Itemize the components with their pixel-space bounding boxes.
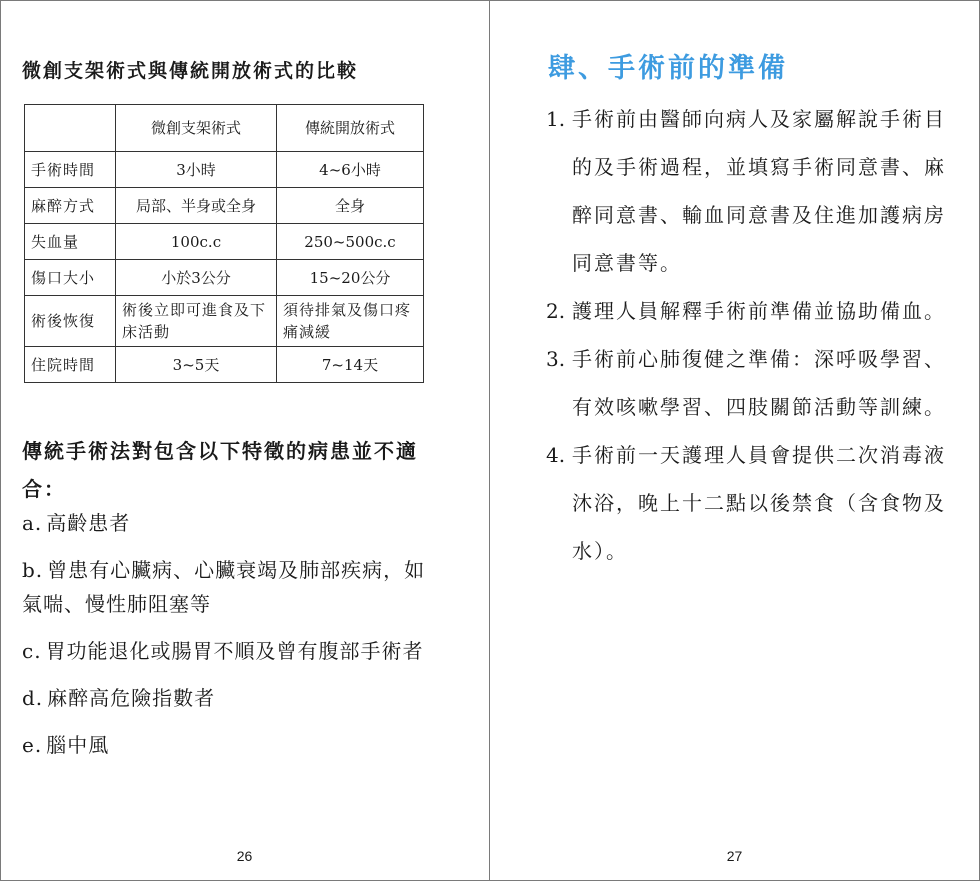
list-item-text: 護理人員解釋手術前準備並協助備血。 (572, 299, 946, 323)
list-item-text: 手術前由醫師向病人及家屬解說手術目的及手術過程，並填寫手術同意書、麻醉同意書、輸血同意書及住進加護病房同意書等。 (572, 107, 946, 275)
preparation-list (546, 95, 956, 575)
table-cell: 250~500c.c (277, 224, 424, 260)
table-cell: 4~6小時 (277, 152, 424, 188)
table-cell: 局部、半身或全身 (116, 188, 277, 224)
table-row (25, 260, 424, 296)
table-row-header: 失血量 (25, 224, 116, 260)
list-item (22, 506, 442, 540)
list-item (22, 634, 442, 668)
table-row (25, 224, 424, 260)
table-cell: 須待排氣及傷口疼痛減緩 (277, 296, 424, 347)
right-page (490, 0, 979, 880)
list-item-text: 高齡患者 (46, 511, 131, 535)
table-row-header: 手術時間 (25, 152, 116, 188)
list-item-text: 曾患有心臟病、心臟衰竭及肺部疾病，如氣喘、慢性肺阻塞等 (22, 558, 426, 616)
list-marker: a. (22, 511, 43, 535)
list-item-text: 手術前一天護理人員會提供二次消毒液沐浴，晚上十二點以後禁食（含食物及水）。 (572, 443, 946, 563)
list-number: 3. (546, 347, 566, 371)
list-number: 2. (546, 299, 566, 323)
page-number: 26 (236, 848, 253, 864)
table-row (25, 188, 424, 224)
table-cell: 小於3公分 (116, 260, 277, 296)
unsuitable-list (22, 506, 442, 775)
list-item (22, 553, 442, 621)
list-item-text: 腦中風 (46, 733, 110, 757)
list-marker: e. (22, 733, 43, 757)
left-page (0, 0, 489, 880)
list-item-text: 麻醉高危險指數者 (47, 686, 216, 710)
list-item (546, 335, 956, 431)
page-number: 27 (726, 848, 743, 864)
list-marker: d. (22, 686, 44, 710)
table-cell: 3小時 (116, 152, 277, 188)
list-item (22, 681, 442, 715)
list-item (546, 95, 956, 287)
list-item (546, 431, 956, 575)
table-cell: 15~20公分 (277, 260, 424, 296)
list-item-text: 手術前心肺復健之準備：深呼吸學習、有效咳嗽學習、四肢關節活動等訓練。 (572, 347, 946, 419)
table-row (25, 296, 424, 347)
table-row-header: 術後恢復 (25, 296, 116, 347)
table-row (25, 152, 424, 188)
table-row-header: 住院時間 (25, 347, 116, 383)
table-cell: 7~14天 (277, 347, 424, 383)
table-cell: 術後立即可進食及下床活動 (116, 296, 277, 347)
comparison-table (24, 104, 424, 383)
list-number: 1. (546, 107, 566, 131)
list-item (22, 728, 442, 762)
section-title: 肆、手術前的準備 (548, 53, 788, 84)
list-marker: c. (22, 639, 42, 663)
table-header-cell: 傳統開放術式 (277, 105, 424, 152)
list-marker: b. (22, 558, 44, 582)
table-cell: 3~5天 (116, 347, 277, 383)
table-cell: 100c.c (116, 224, 277, 260)
list-item (546, 287, 956, 335)
list-item-text: 胃功能退化或腸胃不順及曾有腹部手術者 (45, 639, 424, 663)
table-row-header: 麻醉方式 (25, 188, 116, 224)
list-number: 4. (546, 443, 566, 467)
table-row (25, 347, 424, 383)
table-header-cell (25, 105, 116, 152)
table-row-header: 傷口大小 (25, 260, 116, 296)
table-header-cell: 微創支架術式 (116, 105, 277, 152)
unsuitable-heading: 傳統手術法對包含以下特徵的病患並不適合： (22, 439, 418, 501)
table-header-row (25, 105, 424, 152)
table-cell: 全身 (277, 188, 424, 224)
comparison-table-title: 微創支架術式與傳統開放術式的比較 (22, 60, 359, 82)
